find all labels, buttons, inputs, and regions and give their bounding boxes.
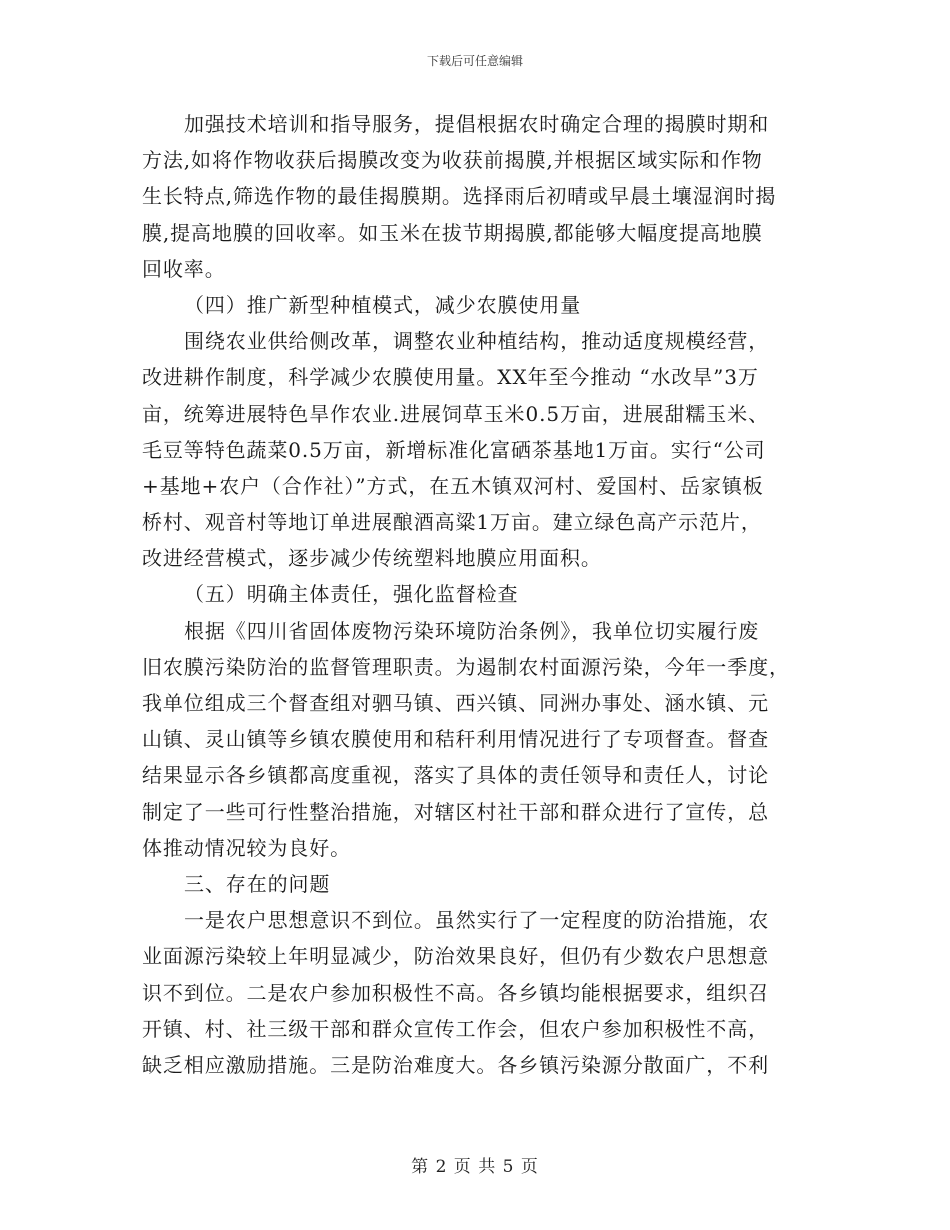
text-line: 方法,如将作物收获后揭膜改变为收获前揭膜,并根据区域实际和作物 (142, 148, 763, 173)
document-body (142, 106, 822, 1083)
text-line: 开镇、村、社三级干部和群众宣传工作会，但农户参加积极性不高， (142, 1016, 769, 1041)
text-line: 我单位组成三个督查组对驷马镇、西兴镇、同洲办事处、涵水镇、元 (142, 691, 769, 715)
text-line: 桥村、观音村等地订单进展酿酒高粱1万亩。建立绿色高产示范片， (142, 510, 762, 535)
text-line: 三、存在的问题 (184, 871, 331, 896)
text-line: 围绕农业供给侧改革，调整农业种植结构，推动适度规模经营， (184, 329, 770, 354)
header-note: 下载后可任意编辑 (426, 54, 523, 68)
text-line: （四）推广新型种植模式，减少农膜使用量 (184, 292, 582, 317)
text-line: （五）明确主体责任，强化监督检查 (184, 582, 519, 607)
text-line: 缺乏相应激励措施。三是防治难度大。各乡镇污染源分散面广，不利 (142, 1052, 769, 1077)
text-line: +基地+农户（合作社）”方式，在五木镇双河村、爱国村、岳家镇板 (142, 473, 764, 498)
text-line: 一是农户思想意识不到位。虽然实行了一定程度的防治措施，农 (184, 908, 770, 933)
text-line: 山镇、灵山镇等乡镇农膜使用和秸秆利用情况进行了专项督查。督查 (142, 727, 769, 752)
text-line: 旧农膜污染防治的监督管理职责。为遏制农村面源污染，今年一季度， (142, 654, 790, 679)
text-line: 亩，统筹进展特色旱作农业.进展饲草玉米0.5万亩，进展甜糯玉米、 (142, 401, 769, 426)
text-line: 加强技术培训和指导服务，提倡根据农时确定合理的揭膜时期和 (184, 112, 770, 136)
text-line: 膜,提高地膜的回收率。如玉米在拔节期揭膜,都能够大幅度提高地膜 (142, 220, 763, 245)
text-line: 根据《四川省固体废物污染环境防治条例》，我单位切实履行废 (184, 618, 760, 643)
text-line: 毛豆等特色蔬菜0.5万亩，新增标准化富硒茶基地1万亩。实行“公司 (142, 437, 766, 462)
text-line: 改进经营模式，逐步减少传统塑料地膜应用面积。 (142, 546, 602, 571)
text-line: 业面源污染较上年明显减少，防治效果良好，但仍有少数农户思想意 (142, 944, 769, 969)
text-line: 回收率。 (142, 256, 226, 281)
text-line: 生长特点,筛选作物的最佳揭膜期。选择雨后初晴或早晨土壤湿润时揭 (142, 184, 777, 209)
text-line: 制定了一些可行性整治措施，对辖区村社干部和群众进行了宣传，总 (142, 799, 769, 824)
text-line: 改进耕作制度，科学减少农膜使用量。XX年至今推动 “水改旱”3万 (142, 365, 759, 390)
text-line: 体推动情况较为良好。 (142, 835, 351, 860)
page-number: 第 2 页 共 5 页 (411, 1157, 539, 1177)
text-line: 识不到位。二是农户参加积极性不高。各乡镇均能根据要求，组织召 (142, 980, 769, 1005)
text-line: 结果显示各乡镇都高度重视，落实了具体的责任领导和责任人，讨论 (142, 763, 769, 788)
